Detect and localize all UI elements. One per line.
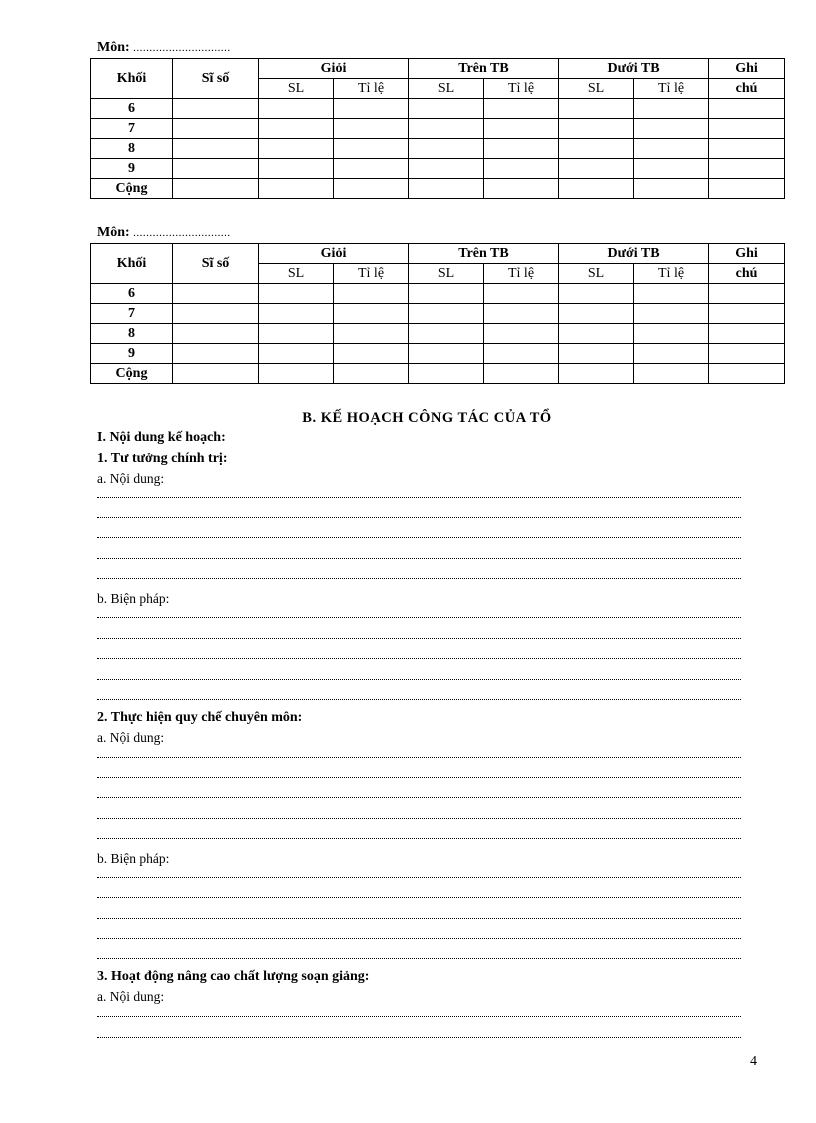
subject-blank: ..............................	[133, 227, 231, 239]
results-table-1	[90, 58, 785, 199]
writing-line	[97, 877, 741, 878]
content-label-3: a. Nội dung:	[97, 989, 165, 1004]
header-ghi: Ghi	[709, 59, 785, 79]
grade-cell: 6	[91, 99, 173, 119]
empty-cell	[634, 159, 709, 179]
empty-cell	[259, 99, 334, 119]
empty-cell	[259, 179, 334, 199]
grade-cell: Cộng	[91, 179, 173, 199]
writing-line	[97, 958, 741, 959]
table-row	[91, 324, 785, 344]
empty-cell	[173, 304, 259, 324]
empty-cell	[409, 139, 484, 159]
measure-label-1: b. Biện pháp:	[97, 591, 170, 606]
empty-cell	[173, 364, 259, 384]
empty-cell	[634, 139, 709, 159]
header-sl: SL	[259, 264, 334, 284]
writing-line	[97, 818, 741, 819]
writing-line	[97, 797, 741, 798]
subject-line-1	[97, 40, 231, 56]
header-chu: chú	[709, 264, 785, 284]
empty-cell	[334, 119, 409, 139]
header-sl: SL	[259, 79, 334, 99]
page-number: 4	[750, 1054, 757, 1069]
writing-line	[97, 497, 741, 498]
empty-cell	[259, 284, 334, 304]
item-heading-2: 2. Thực hiện quy chế chuyên môn:	[97, 710, 303, 725]
empty-cell	[634, 284, 709, 304]
writing-line	[97, 757, 741, 758]
empty-cell	[634, 344, 709, 364]
empty-cell	[709, 284, 785, 304]
empty-cell	[709, 304, 785, 324]
empty-cell	[559, 159, 634, 179]
empty-cell	[173, 284, 259, 304]
empty-cell	[409, 119, 484, 139]
empty-cell	[484, 364, 559, 384]
empty-cell	[173, 179, 259, 199]
writing-line	[97, 658, 741, 659]
writing-line	[97, 838, 741, 839]
header-gioi: Giỏi	[259, 59, 409, 79]
empty-cell	[409, 99, 484, 119]
empty-cell	[409, 364, 484, 384]
empty-cell	[173, 344, 259, 364]
writing-line	[97, 699, 741, 700]
empty-cell	[409, 284, 484, 304]
header-sl: SL	[409, 79, 484, 99]
empty-cell	[559, 284, 634, 304]
subject-line-2	[97, 225, 231, 241]
empty-cell	[484, 344, 559, 364]
empty-cell	[484, 119, 559, 139]
header-chu: chú	[709, 79, 785, 99]
results-table-2	[90, 243, 785, 384]
writing-line	[97, 679, 741, 680]
empty-cell	[709, 139, 785, 159]
empty-cell	[334, 364, 409, 384]
empty-cell	[709, 179, 785, 199]
empty-cell	[173, 324, 259, 344]
header-khoi: Khối	[91, 59, 173, 99]
header-ti-le: Tỉ lệ	[334, 79, 409, 99]
header-duoi-tb: Dưới TB	[559, 59, 709, 79]
writing-line	[97, 897, 741, 898]
writing-line	[97, 558, 741, 559]
writing-line	[97, 1016, 741, 1017]
table-row	[91, 304, 785, 324]
empty-cell	[709, 344, 785, 364]
empty-cell	[709, 159, 785, 179]
empty-cell	[173, 139, 259, 159]
grade-cell: Cộng	[91, 364, 173, 384]
empty-cell	[559, 99, 634, 119]
empty-cell	[559, 179, 634, 199]
empty-cell	[334, 284, 409, 304]
header-ti-le: Tỉ lệ	[484, 79, 559, 99]
writing-line	[97, 777, 741, 778]
empty-cell	[484, 179, 559, 199]
empty-cell	[409, 179, 484, 199]
empty-cell	[709, 324, 785, 344]
empty-cell	[173, 99, 259, 119]
subject-blank: ..............................	[133, 42, 231, 54]
writing-line	[97, 638, 741, 639]
writing-line	[97, 617, 741, 618]
empty-cell	[634, 324, 709, 344]
header-ghi: Ghi	[709, 244, 785, 264]
header-ti-le: Tỉ lệ	[634, 79, 709, 99]
empty-cell	[334, 139, 409, 159]
empty-cell	[334, 159, 409, 179]
empty-cell	[334, 99, 409, 119]
header-sl: SL	[559, 79, 634, 99]
grade-cell: 8	[91, 324, 173, 344]
empty-cell	[259, 119, 334, 139]
empty-cell	[634, 304, 709, 324]
table-row	[91, 284, 785, 304]
empty-cell	[484, 284, 559, 304]
table-row	[91, 119, 785, 139]
item-heading-3: 3. Hoạt động nâng cao chất lượng soạn giảng:	[97, 969, 370, 984]
empty-cell	[259, 304, 334, 324]
grade-cell: 9	[91, 344, 173, 364]
table-body	[91, 99, 785, 199]
content-label-2: a. Nội dung:	[97, 730, 165, 745]
empty-cell	[484, 159, 559, 179]
table-row	[91, 99, 785, 119]
header-khoi: Khối	[91, 244, 173, 284]
header-sl: SL	[559, 264, 634, 284]
writing-line	[97, 918, 741, 919]
empty-cell	[173, 159, 259, 179]
table-row	[91, 344, 785, 364]
grade-cell: 7	[91, 304, 173, 324]
empty-cell	[334, 344, 409, 364]
empty-cell	[709, 364, 785, 384]
empty-cell	[634, 364, 709, 384]
empty-cell	[559, 139, 634, 159]
section-title: B. KẾ HOẠCH CÔNG TÁC CỦA TỔ	[302, 410, 552, 426]
empty-cell	[634, 119, 709, 139]
header-si-so: Sĩ số	[173, 244, 259, 284]
table-row	[91, 139, 785, 159]
empty-cell	[634, 99, 709, 119]
header-tren-tb: Trên TB	[409, 244, 559, 264]
writing-line	[97, 578, 741, 579]
empty-cell	[409, 159, 484, 179]
empty-cell	[484, 304, 559, 324]
plan-heading: I. Nội dung kế hoạch:	[97, 430, 226, 445]
header-si-so: Sĩ số	[173, 59, 259, 99]
writing-line	[97, 517, 741, 518]
empty-cell	[259, 159, 334, 179]
empty-cell	[173, 119, 259, 139]
header-duoi-tb: Dưới TB	[559, 244, 709, 264]
empty-cell	[709, 99, 785, 119]
empty-cell	[409, 304, 484, 324]
header-gioi: Giỏi	[259, 244, 409, 264]
empty-cell	[409, 324, 484, 344]
empty-cell	[559, 304, 634, 324]
empty-cell	[484, 99, 559, 119]
table-row	[91, 364, 785, 384]
empty-cell	[259, 139, 334, 159]
empty-cell	[334, 324, 409, 344]
empty-cell	[559, 364, 634, 384]
grade-cell: 8	[91, 139, 173, 159]
table-row	[91, 159, 785, 179]
empty-cell	[484, 139, 559, 159]
empty-cell	[334, 304, 409, 324]
grade-cell: 7	[91, 119, 173, 139]
grade-cell: 6	[91, 284, 173, 304]
header-ti-le: Tỉ lệ	[634, 264, 709, 284]
subject-label: Môn:	[97, 225, 130, 240]
grade-cell: 9	[91, 159, 173, 179]
writing-line	[97, 1037, 741, 1038]
empty-cell	[709, 119, 785, 139]
empty-cell	[484, 324, 559, 344]
empty-cell	[259, 324, 334, 344]
header-tren-tb: Trên TB	[409, 59, 559, 79]
empty-cell	[259, 344, 334, 364]
writing-line	[97, 537, 741, 538]
content-label-1: a. Nội dung:	[97, 471, 165, 486]
empty-cell	[334, 179, 409, 199]
empty-cell	[634, 179, 709, 199]
empty-cell	[559, 119, 634, 139]
empty-cell	[409, 344, 484, 364]
header-sl: SL	[409, 264, 484, 284]
empty-cell	[559, 324, 634, 344]
subject-label: Môn:	[97, 40, 130, 55]
writing-line	[97, 938, 741, 939]
table-row	[91, 179, 785, 199]
item-heading-1: 1. Tư tưởng chính trị:	[97, 451, 228, 466]
header-ti-le: Tỉ lệ	[484, 264, 559, 284]
header-ti-le: Tỉ lệ	[334, 264, 409, 284]
measure-label-2: b. Biện pháp:	[97, 851, 170, 866]
empty-cell	[559, 344, 634, 364]
empty-cell	[259, 364, 334, 384]
table-body	[91, 284, 785, 384]
